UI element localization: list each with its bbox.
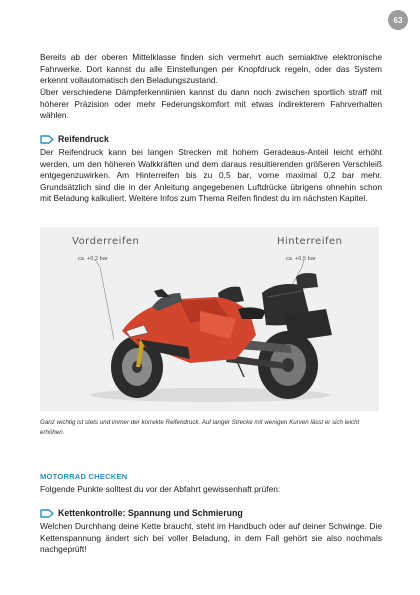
chain-check-heading-text: Kettenkontrolle: Spannung und Schmierung xyxy=(58,508,243,518)
front-tire-label: Vorderreifen xyxy=(72,236,140,247)
check-intro: Folgende Punkte solltest du vor der Abfahrt gewissenhaft prüfen: xyxy=(40,484,281,494)
tire-pressure-body: Der Reifendruck kann bei langen Strecken mit hohem Geradeaus-Anteil leicht erhöht werden, um den höheren Walkkräften und dem daraus resultierenden größeren Verschleiß entgegenzuwirken. Am Hinterreifen bis zu 0,5 bar, vorne maximal 0,2 bar mehr. Grundsätzlich sind die in der Anleitung angegebenen Luftdrücke übrigens ohnehin schon mit Beladung kalkuliert. Weitere Infos zum Thema Reifen findest du im nächsten Kapitel. xyxy=(40,147,382,204)
arrow-tag-icon xyxy=(40,509,54,518)
front-tire-value: ca. +0,2 bar xyxy=(78,256,108,262)
rear-tire-value: ca. +0,5 bar xyxy=(286,256,316,262)
arrow-tag-icon xyxy=(40,135,54,144)
chain-check-heading xyxy=(40,508,243,518)
tire-pressure-heading-text: Reifendruck xyxy=(58,134,109,144)
chain-check-body: Welchen Durchhang deine Kette braucht, steht im Handbuch oder auf deiner Schwinge. Die Kettenspannung ändert sich bei voller Beladung, in dem Fall gehört sie also nochmals nachgeprüft! xyxy=(40,521,382,555)
page-number: 63 xyxy=(388,10,408,30)
figure-caption: Ganz wichtig ist stets und immer der korrekte Reifendruck. Auf langer Strecke mit wenigen Kurven lässt er sich leicht erhöhen. xyxy=(40,419,360,436)
intro-paragraph-2: Über verschiedene Dämpferkennlinien kannst du dann noch zwischen sportlich straff mit höherer Präzision oder mehr Federungskomfort mit etwas indirekterem Fahrverhalten wählen. xyxy=(40,87,382,121)
motorcycle-figure xyxy=(40,227,379,411)
section-label-motorrad-checken: MOTORRAD CHECKEN xyxy=(40,472,128,481)
intro-paragraph-1: Bereits ab der oberen Mittelklasse finden sich vermehrt auch semiaktive elektronische Fahrwerke. Dort kannst du alle Einstellungen per Knopfdruck regeln, oder das System erkennt vollautomatisch den Beladungszustand. xyxy=(40,52,382,86)
motorcycle-illustration xyxy=(40,227,379,411)
rear-tire-label: Hinterreifen xyxy=(277,236,343,247)
tire-pressure-heading xyxy=(40,134,109,144)
